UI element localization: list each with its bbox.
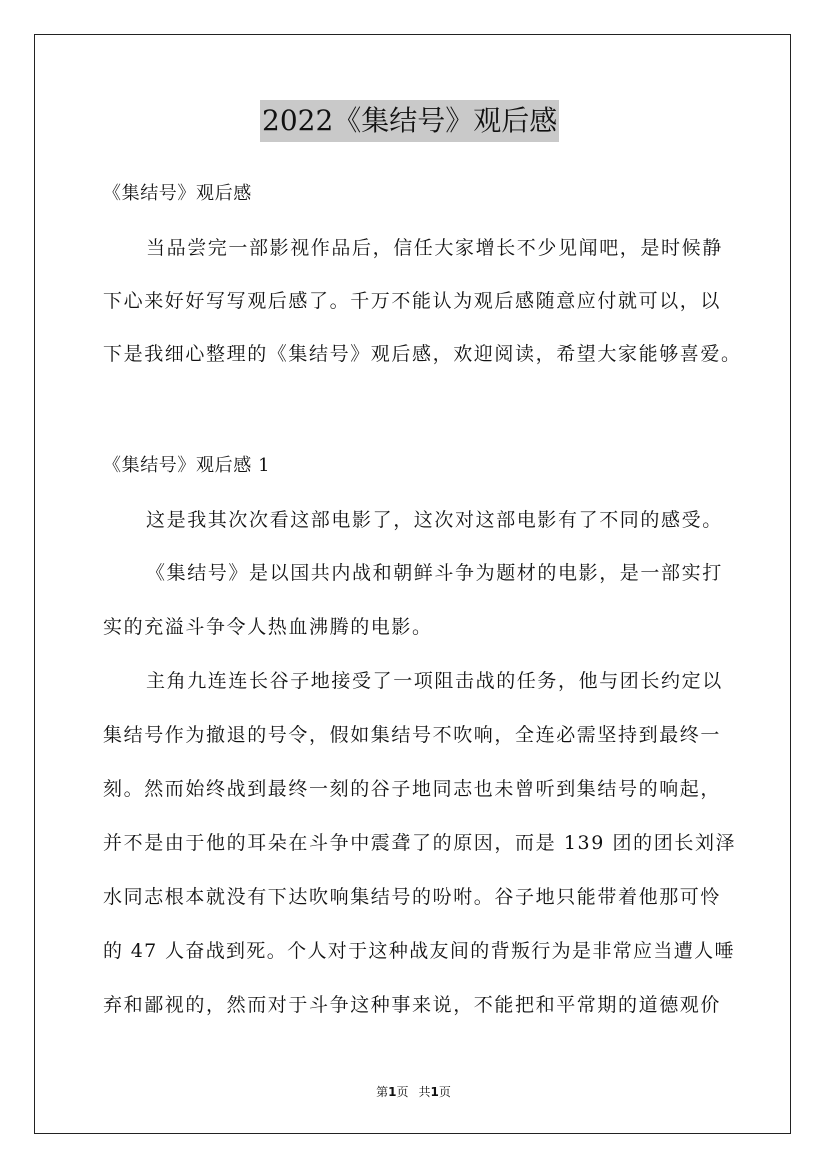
body-line-5: 集结号作为撤退的号令，假如集结号不吹响，全连必需坚持到最终一: [103, 724, 722, 746]
intro-line-3: 下是我细心整理的《集结号》观后感，欢迎阅读，希望大家能够喜爱。: [103, 343, 742, 365]
page-footer: [0, 1084, 827, 1100]
body-line-4: 主角九连连长谷子地接受了一项阻击战的任务，他与团长约定以: [146, 670, 723, 692]
body-line-1: 这是我其次次看这部电影了，这次对这部电影有了不同的感受。: [146, 509, 723, 531]
footer-page-current: 1: [388, 1085, 397, 1099]
body-line-6: 刻。然而始终战到最终一刻的谷子地同志也未曾听到集结号的响起，: [103, 778, 722, 800]
intro-heading: 《集结号》观后感: [103, 183, 252, 204]
intro-line-2: 下心来好好写写观后感了。千万不能认为观后感随意应付就可以，以: [103, 290, 722, 312]
intro-line-1: 当品尝完一部影视作品后，信任大家增长不少见闻吧，是时候静: [146, 237, 723, 259]
footer-page-prefix: 第: [376, 1085, 389, 1099]
body-line-8: 水同志根本就没有下达吹响集结号的吩咐。谷子地只能带着他那可怜: [103, 886, 722, 908]
document-title: 2022《集结号》观后感: [260, 100, 559, 142]
footer-total-unit: 页: [438, 1085, 451, 1099]
body-line-9: 的 47 人奋战到死。个人对于这种战友间的背叛行为是非常应当遭人唾: [103, 940, 735, 962]
footer-page-unit: 页: [396, 1085, 409, 1099]
body-line-10: 弃和鄙视的，然而对于斗争这种事来说，不能把和平常期的道德观价: [103, 994, 722, 1016]
body-line-7: 并不是由于他的耳朵在斗争中震聋了的原因，而是 139 团的团长刘泽: [103, 832, 737, 854]
body-line-3: 实的充溢斗争令人热血沸腾的电影。: [103, 616, 433, 638]
body-line-2: 《集结号》是以国共内战和朝鲜斗争为题材的电影，是一部实打: [146, 562, 723, 584]
section-heading: 《集结号》观后感 1: [103, 455, 271, 476]
footer-total-prefix: 共: [418, 1085, 431, 1099]
footer-page-total: 1: [430, 1085, 439, 1099]
